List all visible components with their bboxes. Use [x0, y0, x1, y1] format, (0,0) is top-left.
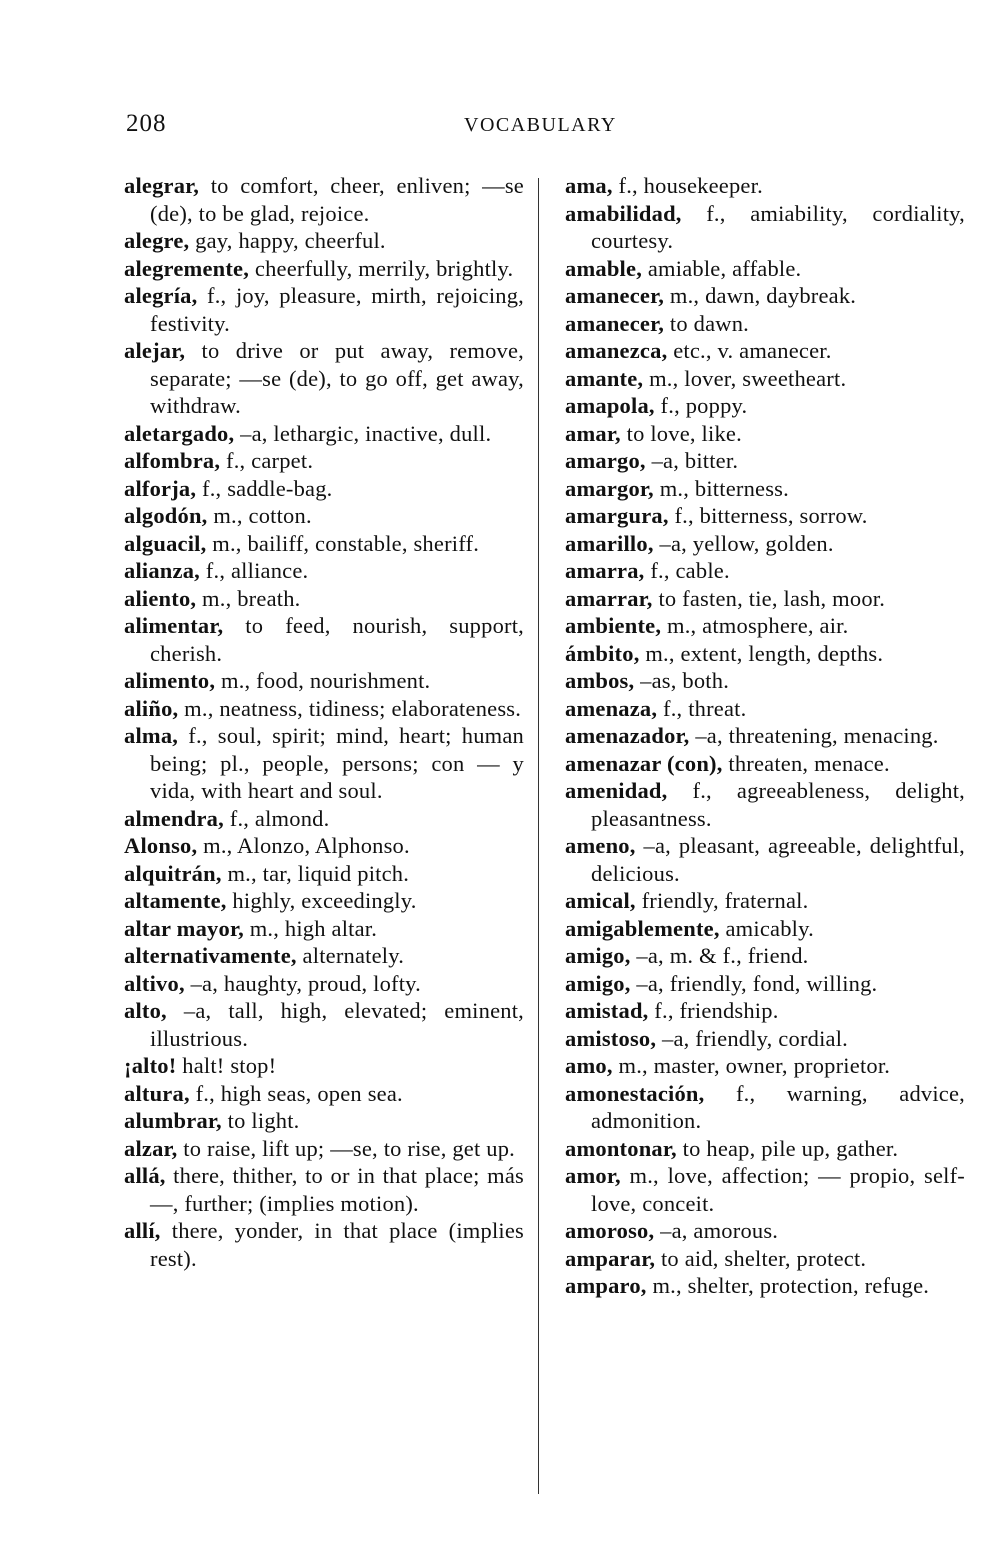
- definition: f., poppy.: [654, 393, 748, 418]
- headword: alguacil,: [124, 530, 207, 556]
- headword: amarra,: [565, 558, 645, 583]
- definition: m., bitterness.: [653, 475, 789, 501]
- vocab-entry: [565, 420, 965, 448]
- vocab-entry: [124, 695, 524, 723]
- definition: –a, haughty, proud, lofty.: [184, 970, 421, 996]
- vocab-entry: [124, 530, 524, 558]
- definition: to light.: [221, 1108, 300, 1133]
- vocab-entry: [124, 942, 524, 970]
- vocab-entry: [565, 1217, 965, 1245]
- definition: f., joy, pleasure, mirth, rejoicing, festivity.: [150, 283, 524, 336]
- headword: amonestación,: [565, 1080, 705, 1106]
- vocab-entry: [124, 860, 524, 888]
- definition: m., shelter, protection, refuge.: [646, 1273, 930, 1298]
- vocab-entry: [565, 1272, 965, 1300]
- vocab-entry: [565, 832, 965, 887]
- definition: alternately.: [296, 943, 405, 968]
- headword: alumbrar,: [124, 1108, 222, 1133]
- headword: amor,: [565, 1163, 621, 1188]
- headword: alquitrán,: [124, 860, 222, 886]
- column-divider: [538, 178, 539, 1494]
- definition: m., neatness, tidiness; elaborateness.: [178, 695, 522, 721]
- vocab-entry: [124, 832, 524, 860]
- definition: –a, yellow, golden.: [653, 530, 834, 556]
- definition: f., saddle-bag.: [196, 475, 333, 501]
- definition: f., soul, spirit; mind, heart; human being; pl., people, persons; con — y vida, with heart and soul.: [150, 723, 524, 803]
- definition: f., bitterness, sorrow.: [668, 503, 868, 528]
- headword: amarillo,: [565, 530, 654, 556]
- definition: gay, happy, cheerful.: [189, 228, 386, 253]
- definition: f., cable.: [644, 558, 730, 583]
- vocab-entry: [565, 942, 965, 970]
- vocab-entry: [124, 887, 524, 915]
- headword: altura,: [124, 1080, 190, 1106]
- definition: f., almond.: [223, 805, 330, 831]
- definition: m., extent, length, depths.: [639, 640, 884, 666]
- definition: f., housekeeper.: [612, 173, 763, 198]
- headword: amenidad,: [565, 778, 668, 803]
- headword: alto,: [124, 998, 167, 1023]
- headword: allí,: [124, 1218, 161, 1243]
- definition: f., high seas, open sea.: [189, 1080, 403, 1106]
- headword: amapola,: [565, 393, 655, 418]
- definition: there, yonder, in that place (implies rest).: [150, 1218, 524, 1271]
- headword: amparo,: [565, 1273, 647, 1298]
- vocab-entry: [565, 172, 965, 200]
- vocab-entry: [565, 750, 965, 778]
- definition: m., food, nourishment.: [215, 668, 431, 693]
- vocab-entry: [565, 612, 965, 640]
- page-number: 208: [126, 110, 167, 137]
- definition: to dawn.: [664, 310, 749, 336]
- vocab-entry: [565, 282, 965, 310]
- vocab-entry: [124, 255, 524, 283]
- vocab-entry: [124, 475, 524, 503]
- vocab-entry: [565, 695, 965, 723]
- headword: alzar,: [124, 1135, 178, 1161]
- vocab-entry: [124, 1080, 524, 1108]
- vocab-entry: [565, 777, 965, 832]
- definition: –a, bitter.: [645, 448, 739, 473]
- definition: to drive or put away, remove, separate; —se (de), to go off, get away, withdraw.: [150, 338, 524, 418]
- headword: amanezca,: [565, 338, 668, 363]
- headword: amistad,: [565, 998, 649, 1023]
- definition: m., high altar.: [243, 915, 378, 941]
- definition: m., dawn, daybreak.: [664, 283, 857, 308]
- headword: amoroso,: [565, 1218, 655, 1243]
- definition: f., carpet.: [220, 448, 314, 473]
- vocab-entry: [565, 557, 965, 585]
- headword: amenaza,: [565, 695, 658, 721]
- definition: threaten, menace.: [722, 750, 890, 776]
- vocab-entry: [565, 640, 965, 668]
- vocab-entry: [565, 887, 965, 915]
- definition: –as, both.: [634, 668, 730, 693]
- headword: amigo,: [565, 943, 631, 968]
- definition: to feed, nourish, support, cherish.: [150, 613, 524, 666]
- definition: m., breath.: [196, 585, 301, 611]
- headword: ¡alto!: [124, 1053, 177, 1078]
- vocab-entry: [565, 200, 965, 255]
- definition: –a, pleasant, agreeable, delightful, delicious.: [591, 833, 965, 886]
- vocab-entry: [124, 282, 524, 337]
- headword: ameno,: [565, 833, 636, 858]
- definition: f., warning, advice, admonition.: [591, 1080, 965, 1133]
- headword: amante,: [565, 365, 644, 391]
- headword: aliño,: [124, 695, 179, 721]
- definition: m., master, owner, proprietor.: [612, 1053, 891, 1078]
- headword: alimento,: [124, 668, 216, 693]
- headword: amargor,: [565, 475, 654, 501]
- headword: amargura,: [565, 503, 669, 528]
- headword: alegre,: [124, 228, 190, 253]
- headword: aliento,: [124, 585, 197, 611]
- vocab-entry: [565, 392, 965, 420]
- definition: f., alliance.: [199, 558, 309, 583]
- vocab-entry: [124, 667, 524, 695]
- vocab-entry: [124, 722, 524, 805]
- vocab-entry: [565, 337, 965, 365]
- vocab-entry: [565, 1080, 965, 1135]
- vocab-entry: [565, 915, 965, 943]
- definition: f., agreeableness, delight, pleasantness.: [591, 778, 965, 831]
- vocab-entry: [565, 1025, 965, 1053]
- vocab-entry: [124, 1135, 524, 1163]
- definition: etc., v. amanecer.: [667, 338, 832, 363]
- headword: altamente,: [124, 888, 227, 913]
- headword: amenazador,: [565, 723, 690, 748]
- running-head: VOCABULARY: [464, 114, 617, 136]
- headword: ámbito,: [565, 640, 640, 666]
- headword: ambos,: [565, 668, 635, 693]
- vocab-entry: [565, 1245, 965, 1273]
- headword: ambiente,: [565, 613, 662, 638]
- headword: amo,: [565, 1053, 613, 1078]
- vocab-entry: [124, 585, 524, 613]
- vocab-entry: [124, 172, 524, 227]
- definition: f., threat.: [657, 695, 747, 721]
- definition: halt! stop!: [176, 1053, 277, 1078]
- vocab-entry: [124, 970, 524, 998]
- vocab-entry: [565, 585, 965, 613]
- vocab-entry: [124, 502, 524, 530]
- definition: there, thither, to or in that place; más —, further; (implies motion).: [150, 1163, 524, 1216]
- definition: –a, m. & f., friend.: [630, 943, 809, 968]
- definition: –a, friendly, fond, willing.: [630, 970, 878, 996]
- headword: allá,: [124, 1163, 166, 1188]
- definition: friendly, fraternal.: [635, 888, 809, 913]
- headword: amabilidad,: [565, 200, 682, 226]
- vocab-entry: [124, 1162, 524, 1217]
- definition: highly, exceedingly.: [226, 888, 417, 913]
- definition: m., cotton.: [207, 503, 312, 528]
- vocab-entry: [124, 1052, 524, 1080]
- definition: –a, lethargic, inactive, dull.: [234, 420, 492, 446]
- right-column: [565, 172, 965, 1300]
- vocab-entry: [124, 997, 524, 1052]
- headword: amar,: [565, 420, 621, 446]
- definition: to fasten, tie, lash, moor.: [652, 585, 886, 611]
- definition: –a, threatening, menacing.: [689, 723, 939, 748]
- definition: to love, like.: [620, 420, 742, 446]
- vocab-entry: [565, 997, 965, 1025]
- headword: algodón,: [124, 503, 208, 528]
- headword: amarrar,: [565, 585, 653, 611]
- headword: amical,: [565, 888, 636, 913]
- vocab-entry: [124, 1107, 524, 1135]
- vocab-entry: [124, 557, 524, 585]
- vocab-entry: [565, 1052, 965, 1080]
- headword: altar mayor,: [124, 915, 244, 941]
- vocab-entry: [565, 475, 965, 503]
- headword: alfombra,: [124, 448, 221, 473]
- definition: m., Alonzo, Alphonso.: [197, 833, 410, 858]
- headword: alegrar,: [124, 173, 200, 198]
- page-header: [126, 110, 646, 144]
- headword: alegremente,: [124, 255, 250, 281]
- headword: amanecer,: [565, 283, 665, 308]
- headword: amontonar,: [565, 1135, 677, 1161]
- headword: amenazar (con),: [565, 750, 723, 776]
- vocab-entry: [124, 420, 524, 448]
- vocab-entry: [565, 365, 965, 393]
- headword: alianza,: [124, 558, 200, 583]
- vocab-entry: [565, 502, 965, 530]
- definition: –a, friendly, cordial.: [656, 1025, 849, 1051]
- headword: amargo,: [565, 448, 646, 473]
- headword: amigablemente,: [565, 915, 720, 941]
- headword: almendra,: [124, 805, 224, 831]
- definition: f., amiability, cordiality, courtesy.: [591, 200, 965, 253]
- vocab-entry: [565, 255, 965, 283]
- definition: to comfort, cheer, enliven; —se (de), to be glad, rejoice.: [150, 173, 524, 226]
- definition: f., friendship.: [648, 998, 779, 1023]
- vocab-entry: [124, 915, 524, 943]
- headword: altivo,: [124, 970, 185, 996]
- vocab-entry: [565, 1135, 965, 1163]
- definition: to raise, lift up; —se, to rise, get up.: [177, 1135, 515, 1161]
- headword: alforja,: [124, 475, 197, 501]
- definition: m., bailiff, constable, sheriff.: [206, 530, 480, 556]
- vocab-entry: [124, 612, 524, 667]
- vocab-entry: [565, 447, 965, 475]
- definition: m., atmosphere, air.: [661, 613, 849, 638]
- headword: alejar,: [124, 338, 186, 363]
- definition: –a, tall, high, elevated; eminent, illustrious.: [150, 998, 524, 1051]
- definition: –a, amorous.: [654, 1218, 779, 1243]
- definition: m., tar, liquid pitch.: [221, 860, 410, 886]
- vocab-entry: [124, 1217, 524, 1272]
- headword: amanecer,: [565, 310, 665, 336]
- vocab-entry: [565, 667, 965, 695]
- definition: cheerfully, merrily, brightly.: [249, 255, 514, 281]
- vocab-entry: [124, 227, 524, 255]
- vocab-entry: [565, 310, 965, 338]
- definition: m., love, affection; — propio, self-love, conceit.: [591, 1163, 965, 1216]
- headword: alternativamente,: [124, 943, 297, 968]
- headword: amigo,: [565, 970, 631, 996]
- vocab-entry: [565, 970, 965, 998]
- headword: alimentar,: [124, 613, 224, 638]
- headword: Alonso,: [124, 833, 198, 858]
- headword: ama,: [565, 173, 613, 198]
- vocab-entry: [124, 447, 524, 475]
- definition: to aid, shelter, protect.: [655, 1245, 867, 1271]
- headword: alegría,: [124, 283, 198, 308]
- headword: amable,: [565, 255, 643, 281]
- definition: amicably.: [719, 915, 814, 941]
- headword: amparar,: [565, 1245, 656, 1271]
- vocab-entry: [565, 722, 965, 750]
- headword: aletargado,: [124, 420, 235, 446]
- left-column: [124, 172, 524, 1272]
- headword: alma,: [124, 723, 179, 748]
- definition: to heap, pile up, gather.: [676, 1135, 899, 1161]
- vocab-entry: [565, 1162, 965, 1217]
- headword: amistoso,: [565, 1025, 657, 1051]
- definition: amiable, affable.: [642, 255, 802, 281]
- definition: m., lover, sweetheart.: [643, 365, 847, 391]
- vocab-entry: [124, 805, 524, 833]
- vocab-entry: [565, 530, 965, 558]
- vocab-entry: [124, 337, 524, 420]
